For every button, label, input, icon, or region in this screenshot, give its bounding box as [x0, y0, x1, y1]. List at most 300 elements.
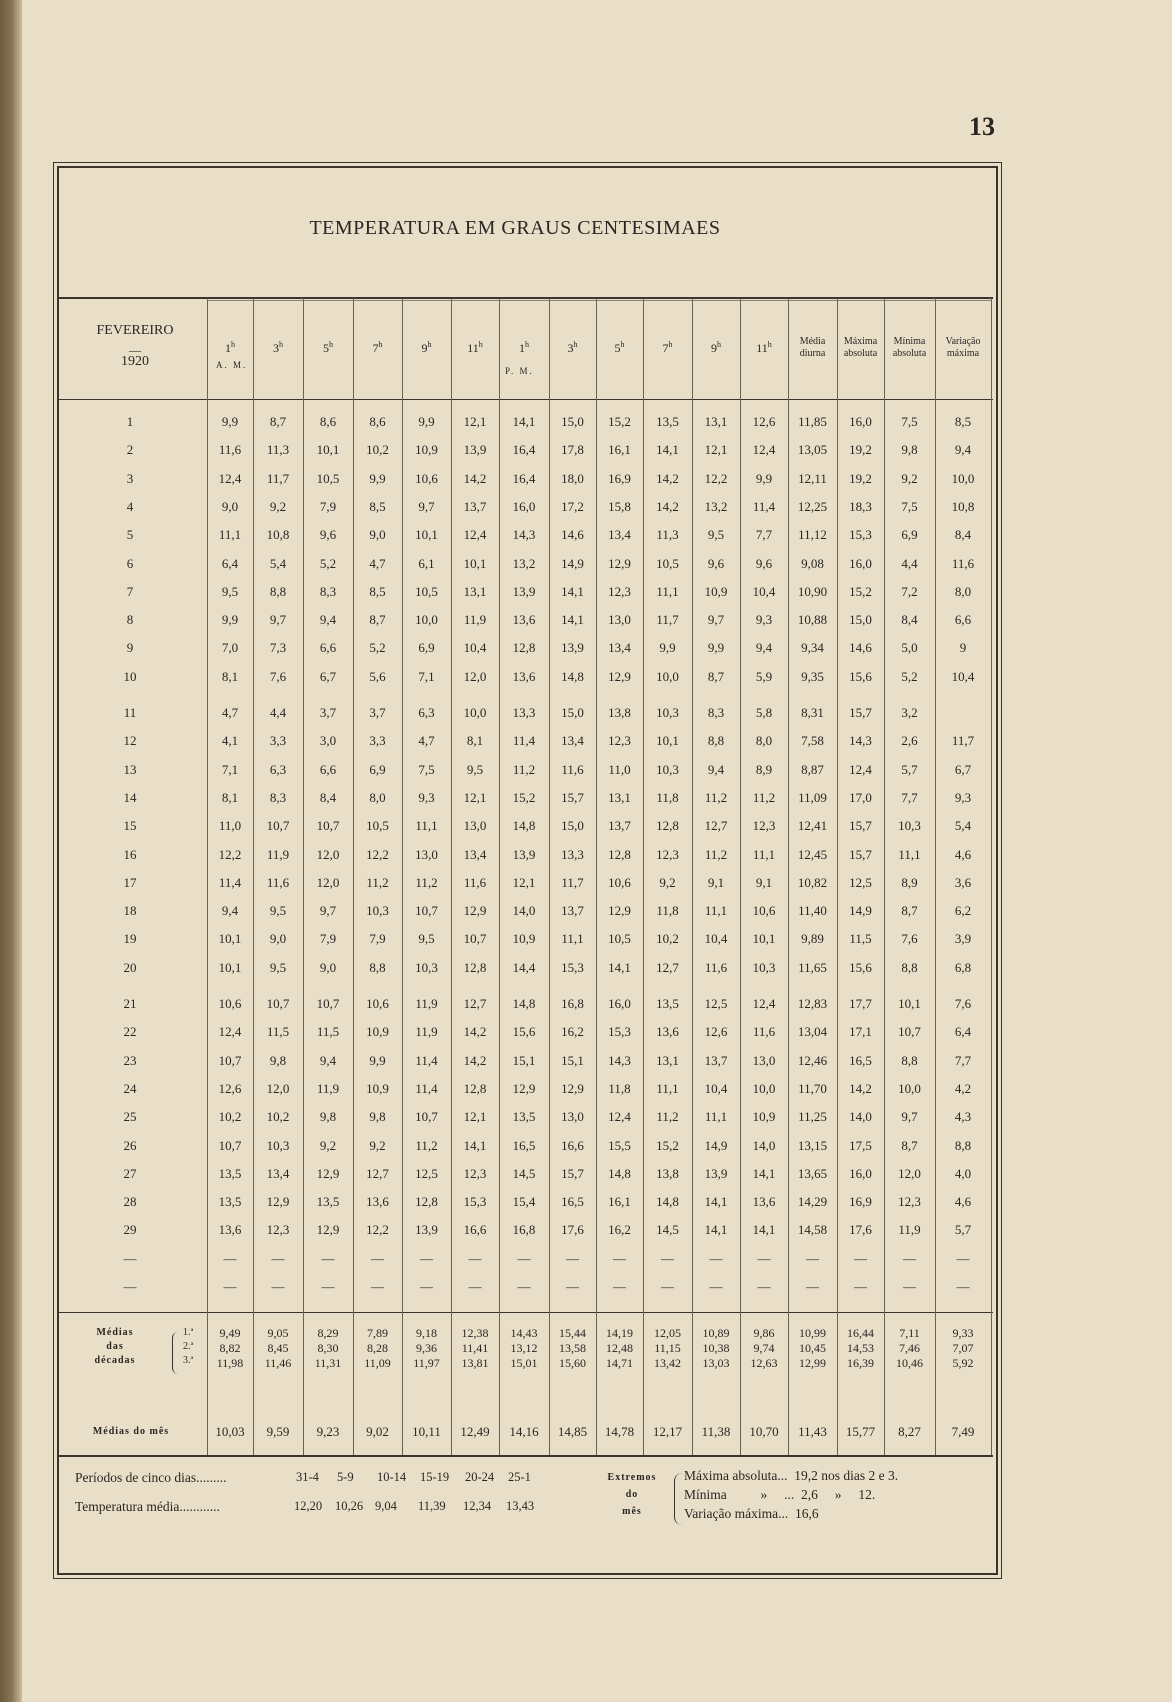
decade-mean-cell: 15,44 [559, 1326, 586, 1340]
table-cell: 11,1 [752, 846, 776, 862]
table-cell: 12,3 [608, 733, 631, 749]
decade-mean-cell: 13,12 [510, 1341, 538, 1355]
header-line: absoluta [892, 348, 927, 359]
table-cell: 5,4 [954, 818, 972, 834]
header-line: máxima [946, 348, 980, 359]
table-cell: 10,5 [415, 583, 438, 599]
day-number: 28 [123, 1194, 137, 1210]
table-cell: 4,2 [954, 1080, 972, 1096]
table-cell: — [709, 1279, 723, 1294]
table-cell: 12,0 [898, 1165, 921, 1181]
table-cell: 10,5 [656, 555, 679, 571]
table-cell: 10,82 [797, 874, 828, 890]
table-cell: 9,9 [221, 414, 239, 429]
table-cell: 7,6 [269, 668, 287, 684]
table-cell: 11,7 [561, 874, 584, 890]
table-cell: 15,2 [656, 1137, 679, 1153]
table-cell: 13,5 [316, 1194, 340, 1210]
header-hour-9 [600, 340, 640, 356]
table-cell: 13,5 [218, 1165, 242, 1181]
extremo-maxima: Máxima absoluta... 19,2 nos dias 2 e 3. [684, 1468, 899, 1483]
table-cell: 10,3 [266, 1137, 290, 1153]
table-cell: 10,1 [415, 527, 438, 543]
month-mean-cell: 11,43 [798, 1424, 827, 1439]
table-cell: 15,7 [849, 846, 872, 862]
table-cell: 8,7 [901, 903, 918, 919]
decade-mean-cell: 5,92 [952, 1356, 974, 1370]
table-cell: — [271, 1279, 285, 1294]
table-cell: 10,4 [752, 583, 776, 599]
day-number: 17 [123, 874, 137, 890]
table-cell: 7,7 [901, 789, 918, 805]
table-cell: 16,2 [608, 1222, 631, 1238]
table-cell: 12,0 [463, 668, 487, 684]
table-cell: — [420, 1250, 433, 1266]
header-hour-12 [744, 340, 784, 356]
table-cell: 10,6 [415, 470, 438, 486]
table-cell: 9,2 [659, 874, 676, 890]
table-cell: 7,2 [901, 583, 918, 599]
table-cell: 10,1 [316, 442, 340, 458]
table-cell: 10,9 [512, 931, 536, 947]
hour-number: 5 [614, 341, 621, 355]
table-cell: 12,4 [608, 1109, 631, 1125]
day-number: 12 [123, 733, 137, 749]
decade-mean-cell: 8,29 [317, 1326, 339, 1340]
table-cell: 9,8 [269, 1052, 287, 1068]
table-cell: 9,2 [901, 470, 918, 486]
table-cell: 12,3 [463, 1165, 487, 1181]
table-cell: 11,85 [798, 414, 827, 429]
table-cell: 8,9 [755, 761, 773, 777]
table-cell: 15,3 [849, 527, 872, 543]
table-cell: 4,1 [221, 733, 239, 749]
table-cell: 12,25 [797, 498, 828, 514]
table-cell: 8,8 [369, 959, 386, 975]
table-cell: 11,2 [512, 761, 536, 777]
table-cell: 14,0 [752, 1137, 776, 1153]
table-cell: 4,4 [901, 555, 918, 571]
hour-number: 7 [662, 341, 669, 355]
hour-suffix: h [573, 340, 578, 349]
table-cell: 9,35 [801, 668, 824, 684]
table-cell: 11,6 [704, 959, 728, 975]
temperatura-media-label: Temperatura média............ [75, 1499, 220, 1514]
table-cell: 13,4 [561, 733, 584, 749]
table-cell: 11,9 [415, 996, 438, 1011]
day-number: 27 [123, 1165, 137, 1181]
table-cell: 12,1 [463, 1109, 487, 1125]
table-cell: — [709, 1250, 723, 1266]
decade-mean-cell: 12,48 [606, 1341, 633, 1355]
table-cell: 10,7 [218, 1137, 242, 1153]
table-cell: 8,5 [369, 583, 386, 599]
decade-mean-cell: 11,09 [364, 1356, 391, 1370]
temperatura-media-value: 11,39 [418, 1499, 446, 1513]
month-mean-cell: 7,49 [951, 1424, 975, 1439]
table-cell: 9,1 [707, 874, 725, 890]
table-cell: 11,65 [798, 959, 827, 975]
table-cell: 8,8 [901, 1052, 918, 1068]
decade-mean-cell: 12,63 [750, 1356, 778, 1370]
table-cell: 10,1 [752, 931, 776, 947]
table-cell: 10,3 [366, 903, 389, 919]
hour-number: 9 [421, 341, 428, 355]
table-cell: 11,8 [656, 903, 679, 919]
table-cell: 11,12 [798, 527, 827, 543]
table-cell: 5,2 [319, 555, 337, 571]
decade-mean-cell: 7,07 [952, 1341, 974, 1355]
table-cell: 10,9 [752, 1109, 776, 1125]
table-cell: 12,5 [415, 1165, 438, 1181]
table-cell: 9,4 [319, 612, 337, 628]
decade-mean-cell: 10,45 [799, 1341, 826, 1355]
table-cell: 6,4 [954, 1024, 972, 1040]
table-cell: 14,5 [656, 1222, 679, 1238]
table-cell: 12,3 [752, 818, 776, 834]
table-cell: 9,5 [269, 959, 287, 975]
table-cell: 8,87 [801, 761, 824, 777]
hour-suffix: h [767, 340, 772, 349]
hour-suffix: h [279, 340, 283, 349]
table-cell: 9,8 [369, 1109, 386, 1125]
header-line: Máxima [843, 336, 878, 347]
header-line: Variação [945, 336, 981, 347]
hour-number: 11 [756, 341, 768, 355]
hour-number: 3 [567, 341, 574, 355]
table-cell: 11,25 [798, 1109, 827, 1125]
month-mean-cell: 8,27 [898, 1424, 921, 1439]
table-cell: 4,4 [269, 705, 287, 720]
table-cell: 9,0 [269, 931, 287, 947]
table-cell: 12,11 [798, 470, 827, 486]
table-cell: 18,3 [849, 498, 872, 514]
table-cell: 12,46 [797, 1052, 828, 1068]
table-cell: 9,9 [369, 470, 386, 486]
table-cell: 7,5 [901, 498, 918, 514]
table-cell: 11,4 [415, 1080, 438, 1096]
decade-mean-cell: 9,18 [416, 1326, 437, 1340]
table-cell: 11,1 [415, 818, 438, 834]
table-cell: 15,0 [561, 705, 584, 720]
table-cell: 10,4 [463, 640, 487, 656]
table-cell: 11,9 [266, 846, 290, 862]
table-cell: 9,08 [801, 555, 824, 571]
month-mean-cell: 11,38 [701, 1424, 731, 1439]
table-cell: 12,9 [316, 1165, 340, 1181]
table-cell: 13,0 [415, 846, 438, 862]
table-cell: 5,4 [269, 555, 287, 571]
table-cell: 9,4 [319, 1052, 337, 1068]
decade-mean-cell: 15,60 [559, 1356, 586, 1370]
table-cell: 14,1 [704, 1194, 728, 1210]
table-cell: 11,2 [704, 846, 728, 862]
table-cell: 3,3 [369, 733, 386, 749]
table-cell: 9,9 [369, 1052, 386, 1068]
decade-mean-cell: 13,42 [654, 1356, 681, 1370]
header-hour-8 [553, 340, 593, 356]
header-hour-3 [308, 340, 348, 356]
extremos-label: mês [622, 1506, 642, 1517]
table-cell: 10,1 [656, 733, 679, 749]
table-cell: 10,4 [951, 668, 975, 684]
periodo-value: 31-4 [296, 1470, 319, 1484]
medias-decadas-label: décadas [94, 1355, 136, 1366]
table-cell: — [371, 1279, 384, 1294]
table-cell: 11,6 [463, 874, 487, 890]
table-cell: 9,5 [221, 583, 239, 599]
table-cell: 12,1 [463, 414, 487, 429]
hour-suffix: h [525, 340, 529, 349]
hour-suffix: h [427, 340, 432, 349]
table-cell: 19,2 [849, 442, 872, 458]
decade-mean-cell: 7,46 [899, 1341, 920, 1355]
table-cell: 11,3 [266, 442, 290, 458]
table-cell: 14,3 [608, 1052, 631, 1068]
table-cell: 6,9 [418, 640, 435, 656]
table-cell: 2,6 [901, 733, 918, 749]
table-cell: 11,7 [951, 733, 975, 749]
table-cell: 10,2 [656, 931, 679, 947]
table-cell: 13,3 [512, 705, 536, 720]
extremo-variacao: Variação máxima... 16,6 [684, 1506, 819, 1521]
table-cell: 11,4 [415, 1052, 438, 1068]
header-hour-11 [696, 340, 736, 356]
table-cell: 9,5 [418, 931, 435, 947]
decade-mean-cell: 16,39 [847, 1356, 874, 1370]
table-cell: 7,7 [954, 1052, 972, 1068]
table-cell: 8,5 [954, 414, 972, 429]
table-cell: 10,1 [463, 555, 487, 571]
table-cell: 9,5 [707, 527, 725, 543]
table-cell: 14,58 [797, 1222, 828, 1238]
table-cell: 11,7 [266, 470, 290, 486]
table-cell: 10,7 [266, 818, 290, 834]
table-cell: 12,2 [704, 470, 728, 486]
table-cell: 13,1 [656, 1052, 679, 1068]
table-cell: 11,3 [656, 527, 679, 543]
header-year: 1920 [121, 354, 149, 369]
table-cell: 3,7 [369, 705, 386, 720]
table-cell: 10,6 [366, 996, 389, 1011]
table-cell: 5,9 [755, 668, 773, 684]
decades-brace [172, 1332, 181, 1374]
table-cell: 12,1 [463, 789, 487, 805]
table-cell: 14,1 [561, 583, 584, 599]
temperatura-media-value: 9,04 [375, 1499, 397, 1513]
footer-top-rule [59, 1455, 993, 1457]
table-cell: 9,7 [901, 1109, 918, 1125]
table-cell: 14,0 [512, 903, 536, 919]
table-cell: 12,8 [463, 1080, 487, 1096]
hour-number: 1 [225, 341, 231, 355]
table-cell: 4,7 [369, 555, 386, 571]
table-cell: 16,5 [512, 1137, 536, 1153]
table-cell: 13,1 [608, 789, 631, 805]
table-cell: 9,2 [369, 1137, 386, 1153]
summary-top-rule [59, 1312, 993, 1313]
table-cell: 7,7 [755, 527, 773, 543]
table-cell: 14,8 [512, 818, 536, 834]
table-cell: 10,0 [951, 470, 975, 486]
table-cell: 9,6 [319, 527, 337, 543]
table-cell: 3,9 [954, 931, 972, 947]
day-number: 19 [123, 931, 137, 947]
table-cell: 12,3 [266, 1222, 290, 1238]
table-cell: 15,0 [849, 612, 872, 628]
decade-mean-cell: 14,53 [847, 1341, 874, 1355]
day-number: 7 [126, 583, 134, 599]
table-cell: 16,8 [561, 996, 584, 1011]
table-cell: 10,0 [415, 612, 438, 628]
table-cell: 5,7 [954, 1222, 972, 1238]
temperatura-media-value: 13,43 [506, 1499, 535, 1513]
month-mean-cell: 9,02 [366, 1424, 389, 1439]
day-number: 2 [126, 442, 134, 458]
day-number: 25 [123, 1109, 137, 1125]
table-cell: 14,2 [656, 498, 679, 514]
table-cell: 12,7 [656, 959, 679, 975]
table-cell: 12,0 [316, 846, 340, 862]
decade-mean-cell: 10,38 [702, 1341, 730, 1355]
table-cell: 17,7 [849, 996, 872, 1011]
table-cell: 14,1 [752, 1165, 776, 1181]
table-cell: 16,5 [849, 1052, 872, 1068]
table-cell: — [420, 1279, 433, 1294]
table-cell: 8,8 [707, 733, 725, 749]
day-number: 21 [123, 996, 137, 1011]
table-cell: 12,41 [797, 818, 828, 834]
day-number: 29 [123, 1222, 137, 1238]
table-cell: 9,4 [707, 761, 725, 777]
table-cell: 9,4 [954, 442, 972, 458]
table-cell: 12,2 [366, 1222, 389, 1238]
table-cell: 12,3 [898, 1194, 921, 1210]
table-cell: 13,8 [656, 1165, 679, 1181]
table-cell: 14,9 [704, 1137, 728, 1153]
medias-decadas-label: Médias [96, 1327, 134, 1338]
month-mean-cell: 10,70 [749, 1424, 779, 1439]
table-cell: 14,0 [849, 1109, 872, 1125]
table-cell: 9,34 [801, 640, 824, 656]
table-cell: 12,8 [512, 640, 536, 656]
table-cell: 15,3 [561, 959, 584, 975]
table-cell: 11,0 [218, 818, 242, 834]
table-cell: 8,7 [269, 414, 287, 429]
table-cell: — [223, 1250, 237, 1266]
table-cell: 8,0 [755, 733, 773, 749]
table-cell: 14,6 [561, 527, 584, 543]
table-cell: 9,9 [659, 640, 676, 656]
table-cell: 13,15 [797, 1137, 828, 1153]
hour-suffix: h [478, 340, 483, 349]
table-cell: 8,8 [954, 1137, 972, 1153]
decade-mean-cell: 14,43 [510, 1326, 538, 1340]
table-cell: 12,9 [463, 903, 487, 919]
table-cell: 15,6 [849, 668, 872, 684]
decade-mean-cell: 8,30 [317, 1341, 339, 1355]
month-mean-cell: 9,23 [316, 1424, 340, 1439]
table-cell: — [903, 1250, 916, 1266]
table-cell: 9,6 [707, 555, 725, 571]
table-cell: 5,6 [369, 668, 386, 684]
table-cell: 10,7 [316, 818, 340, 834]
table-cell: 11,4 [218, 874, 242, 890]
table-cell: 10,6 [752, 903, 776, 919]
table-cell: 13,5 [512, 1109, 536, 1125]
table-cell: 15,6 [512, 1024, 536, 1040]
periodo-value: 20-24 [465, 1470, 495, 1484]
periodos-label: Períodos de cinco dias......... [75, 1470, 227, 1485]
table-cell: 3,2 [901, 705, 918, 720]
decade-label: 3.ª [183, 1355, 194, 1366]
table-cell: 13,6 [512, 668, 536, 684]
table-cell: 12,4 [849, 761, 872, 777]
table-cell: 12,9 [561, 1080, 584, 1096]
book-spine-shadow [0, 0, 22, 1702]
day-number: 9 [126, 640, 134, 656]
table-cell: 16,5 [561, 1194, 584, 1210]
table-cell: 16,6 [463, 1222, 487, 1238]
table-cell: 13,0 [608, 612, 631, 628]
table-cell: 12,4 [218, 470, 242, 486]
column-rule [991, 298, 992, 1455]
table-cell: 4,3 [954, 1109, 972, 1125]
table-cell: 9,6 [755, 555, 773, 571]
table-cell: 13,6 [656, 1024, 679, 1040]
table-cell: 13,0 [561, 1109, 584, 1125]
decade-mean-cell: 9,05 [267, 1326, 289, 1340]
table-cell: 8,4 [954, 527, 972, 543]
table-cell: 13,7 [608, 818, 631, 834]
table-cell: 11,1 [704, 903, 728, 919]
table-cell: — [806, 1279, 819, 1294]
table-cell: 12,9 [266, 1194, 290, 1210]
table-cell: 9,7 [269, 612, 287, 628]
day-number: 20 [123, 959, 137, 975]
table-cell: 11,9 [898, 1222, 921, 1238]
table-cell: 8,31 [801, 705, 824, 720]
table-cell: 9,9 [418, 414, 435, 429]
decade-mean-cell: 8,28 [367, 1341, 388, 1355]
table-cell: 15,2 [849, 583, 872, 599]
table-cell: 10,7 [898, 1024, 921, 1040]
table-cell: 13,1 [704, 414, 728, 429]
table-cell: 10,0 [463, 705, 487, 720]
table-cell: 17,5 [849, 1137, 872, 1153]
table-cell: 12,6 [704, 1024, 728, 1040]
table-cell: 9,4 [755, 640, 773, 656]
page-title: TEMPERATURA EM GRAUS CENTESIMAES [309, 217, 721, 239]
table-cell: 16,4 [512, 470, 536, 486]
table-cell: 13,0 [463, 818, 487, 834]
table-cell: 13,7 [463, 498, 487, 514]
table-cell: 12,3 [608, 583, 631, 599]
table-cell: 12,7 [463, 996, 487, 1011]
table-cell: 12,5 [849, 874, 872, 890]
table-cell: 10,88 [797, 612, 828, 628]
table-cell: 12,0 [316, 874, 340, 890]
table-cell: 11,9 [415, 1024, 438, 1040]
day-number: 13 [123, 761, 137, 777]
day-number: 16 [123, 846, 137, 862]
title-bottom-rule [59, 297, 993, 299]
table-cell: — [468, 1250, 482, 1266]
table-cell: 11,1 [656, 1080, 679, 1096]
table-cell: 15,1 [512, 1052, 536, 1068]
table-cell: — [854, 1279, 867, 1294]
table-cell: 14,1 [704, 1222, 728, 1238]
